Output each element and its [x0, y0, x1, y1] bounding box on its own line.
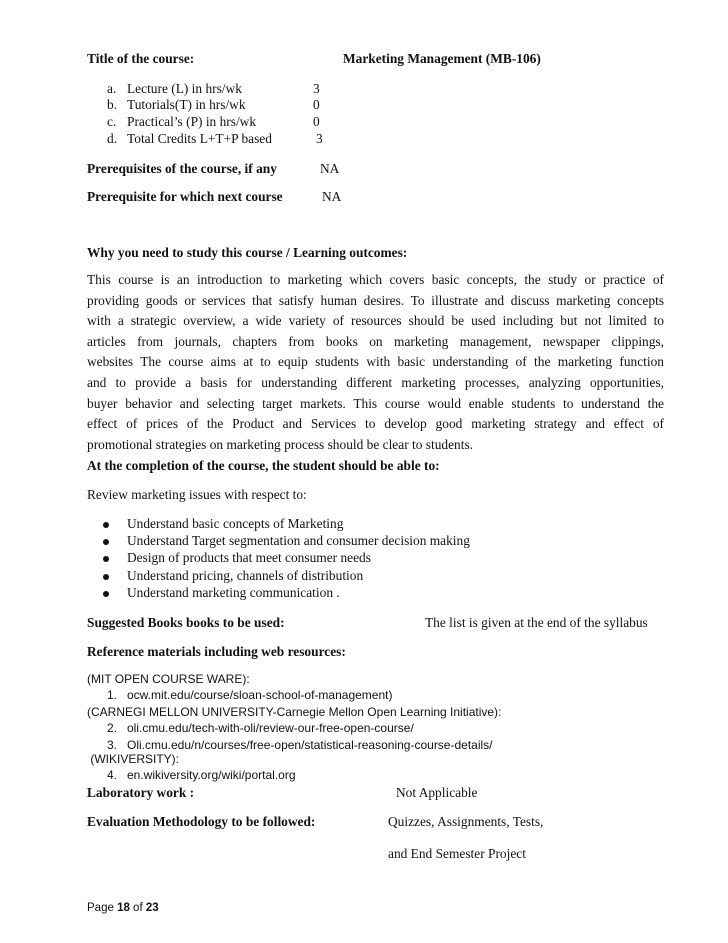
hours-marker: d.: [107, 131, 118, 146]
bullet-icon: [103, 574, 109, 580]
reference-group-header: (WIKIVERSITY):: [87, 752, 180, 766]
hours-value: 0: [313, 114, 320, 129]
prereq-value: NA: [320, 161, 340, 176]
evaluation-value-2: and End Semester Project: [388, 846, 526, 861]
reference-heading: Reference materials including web resources:: [87, 644, 346, 659]
reference-link[interactable]: ocw.mit.edu/course/sloan-school-of-management): [127, 688, 393, 702]
hours-label: Practical’s (P) in hrs/wk: [127, 114, 257, 129]
course-title-value: Marketing Management (MB-106): [343, 51, 541, 66]
hours-value: 3: [316, 131, 323, 146]
reference-group-header: (MIT OPEN COURSE WARE):: [87, 672, 250, 686]
reference-number: 4.: [107, 768, 118, 782]
bullet-icon: [103, 522, 109, 528]
footer-total-pages: 23: [145, 902, 159, 914]
outcome-item: Understand marketing communication .: [127, 585, 340, 600]
reference-number: 1.: [107, 688, 118, 702]
paragraph-line: websites The course aims at to equip students with basic understanding of the marketing function: [87, 354, 664, 370]
learning-outcomes-paragraph: [87, 270, 664, 455]
paragraph-line: providing goods or services that satisfy human desires. To illustrate and discuss marketing concepts: [87, 292, 664, 308]
paragraph-line: This course is an introduction to marketing which covers basic concepts, the study or practice of: [87, 272, 664, 287]
why-heading: Why you need to study this course / Learning outcomes:: [87, 245, 408, 260]
reference-group-header: (CARNEGI MELLON UNIVERSITY-Carnegie Mellon Open Learning Initiative):: [87, 705, 502, 719]
prereq-label: Prerequisites of the course, if any: [87, 161, 277, 176]
prereq-next-value: NA: [322, 189, 342, 204]
reference-link[interactable]: Oli.cmu.edu/n/courses/free-open/statistical-reasoning-course-details/: [127, 738, 493, 752]
paragraph-line: and to provide a basis for understanding different marketing processes, analyzing opportunities,: [87, 374, 664, 390]
books-label: Suggested Books books to be used:: [87, 615, 285, 630]
footer-page-number: 18: [117, 902, 130, 914]
lab-value: Not Applicable: [396, 785, 478, 800]
outcome-item: Understand pricing, channels of distribution: [127, 568, 364, 583]
outcome-item: Understand Target segmentation and consumer decision making: [127, 533, 470, 548]
hours-label: Tutorials(T) in hrs/wk: [127, 97, 246, 112]
reference-link[interactable]: oli.cmu.edu/tech-with-oli/review-our-free-open-course/: [127, 721, 414, 735]
hours-label: Total Credits L+T+P based: [127, 131, 272, 146]
paragraph-line: with a strategic overview, a wide variety of resources should be used including but not limited to: [87, 313, 664, 329]
books-value: The list is given at the end of the syllabus: [425, 615, 648, 630]
footer-prefix: Page: [87, 902, 118, 914]
hours-marker: c.: [107, 114, 117, 129]
reference-link[interactable]: en.wikiversity.org/wiki/portal.org: [127, 768, 296, 782]
course-title-label: Title of the course:: [87, 51, 195, 66]
hours-value: 0: [313, 97, 320, 112]
paragraph-line: promotional strategies on marketing process should be clear to students.: [87, 436, 474, 452]
paragraph-line: buyer behavior and selecting target markets. This course would enable students to understand the: [87, 395, 664, 411]
bullet-icon: [103, 539, 109, 545]
evaluation-value-1: Quizzes, Assignments, Tests,: [388, 814, 544, 829]
footer-mid: of: [129, 902, 146, 914]
hours-value: 3: [313, 81, 320, 96]
page-footer: [87, 902, 159, 914]
prereq-next-label: Prerequisite for which next course: [87, 189, 283, 204]
reference-number: 2.: [107, 721, 118, 735]
bullet-icon: [103, 556, 109, 562]
paragraph-line: articles from journals, chapters from books on marketing management, newspaper clippings,: [87, 333, 664, 349]
hours-label: Lecture (L) in hrs/wk: [127, 81, 242, 96]
paragraph-line: effect of prices of the Product and Services to develop good marketing strategy and effect of: [87, 416, 664, 432]
lab-label: Laboratory work :: [87, 785, 195, 800]
hours-marker: b.: [107, 97, 118, 112]
bullet-icon: [103, 591, 109, 597]
outcome-item: Design of products that meet consumer needs: [127, 550, 371, 565]
outcome-item: Understand basic concepts of Marketing: [127, 516, 344, 531]
review-text: Review marketing issues with respect to:: [87, 487, 307, 502]
completion-heading: At the completion of the course, the student should be able to:: [87, 458, 440, 473]
reference-number: 3.: [107, 738, 118, 752]
evaluation-label: Evaluation Methodology to be followed:: [87, 814, 316, 829]
hours-marker: a.: [107, 81, 117, 96]
